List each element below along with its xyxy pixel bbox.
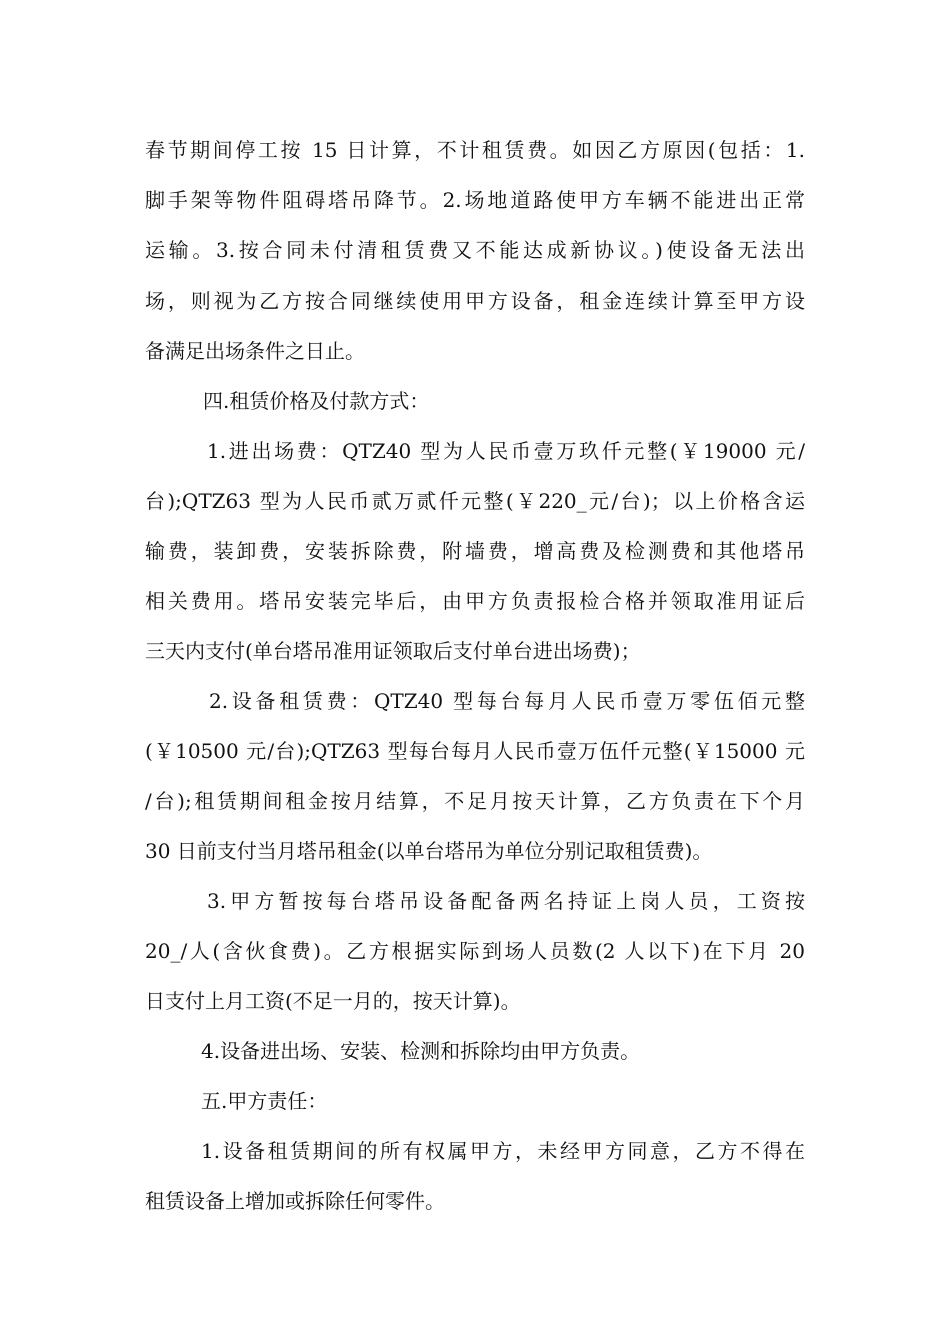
paragraph-line: 3.甲方暂按每台塔吊设备配备两名持证上岗人员，工资按 [207,889,805,913]
paragraph-line: 1.设备租赁期间的所有权属甲方，未经甲方同意，乙方不得在 [201,1139,805,1163]
paragraph-line: 日支付上月工资(不足一月的，按天计算)。 [145,989,521,1013]
paragraph-line: 4.设备进出场、安装、检测和拆除均由甲方负责。 [201,1039,641,1063]
paragraph-line: 台);QTZ63 型为人民币贰万贰仟元整(￥220_元/台)；以上价格含运 [145,489,805,513]
paragraph-line: 2.设备租赁费：QTZ40 型每台每月人民币壹万零伍佰元整 [209,689,805,713]
paragraph-line: 输费，装卸费，安装拆除费，附墙费，增高费及检测费和其他塔吊 [145,539,805,563]
paragraph-line: 运输。3.按合同未付清租赁费又不能达成新协议。)使设备无法出 [145,238,805,262]
paragraph-line: 三天内支付(单台塔吊准用证领取后支付单台进出场费)； [145,639,641,663]
paragraph-line: 30 日前支付当月塔吊租金(以单台塔吊为单位分别记取租赁费)。 [145,839,713,863]
paragraph-line: 1.进出场费：QTZ40 型为人民币壹万玖仟元整(￥19000 元/ [207,439,805,463]
paragraph-line: 备满足出场条件之日止。 [145,339,365,363]
paragraph-line: 租赁设备上增加或拆除任何零件。 [145,1189,445,1213]
paragraph-line: 春节期间停工按 15 日计算，不计租赁费。如因乙方原因(包括：1. [145,138,805,162]
paragraph-line: 20_/人(含伙食费)。乙方根据实际到场人员数(2 人以下)在下月 20 [145,939,805,963]
paragraph-line: 场，则视为乙方按合同继续使用甲方设备，租金连续计算至甲方设 [145,289,805,313]
section-heading-4: 四.租赁价格及付款方式： [203,389,430,413]
paragraph-line: /台);租赁期间租金按月结算，不足月按天计算，乙方负责在下个月 [145,789,805,813]
paragraph-line: 相关费用。塔吊安装完毕后，由甲方负责报检合格并领取准用证后 [145,589,805,613]
paragraph-line: (￥10500 元/台);QTZ63 型每台每月人民币壹万伍仟元整(￥15000 元 [145,739,805,763]
section-heading-5: 五.甲方责任： [201,1089,328,1113]
paragraph-line: 脚手架等物件阻碍塔吊降节。2.场地道路使甲方车辆不能进出正常 [145,188,805,212]
